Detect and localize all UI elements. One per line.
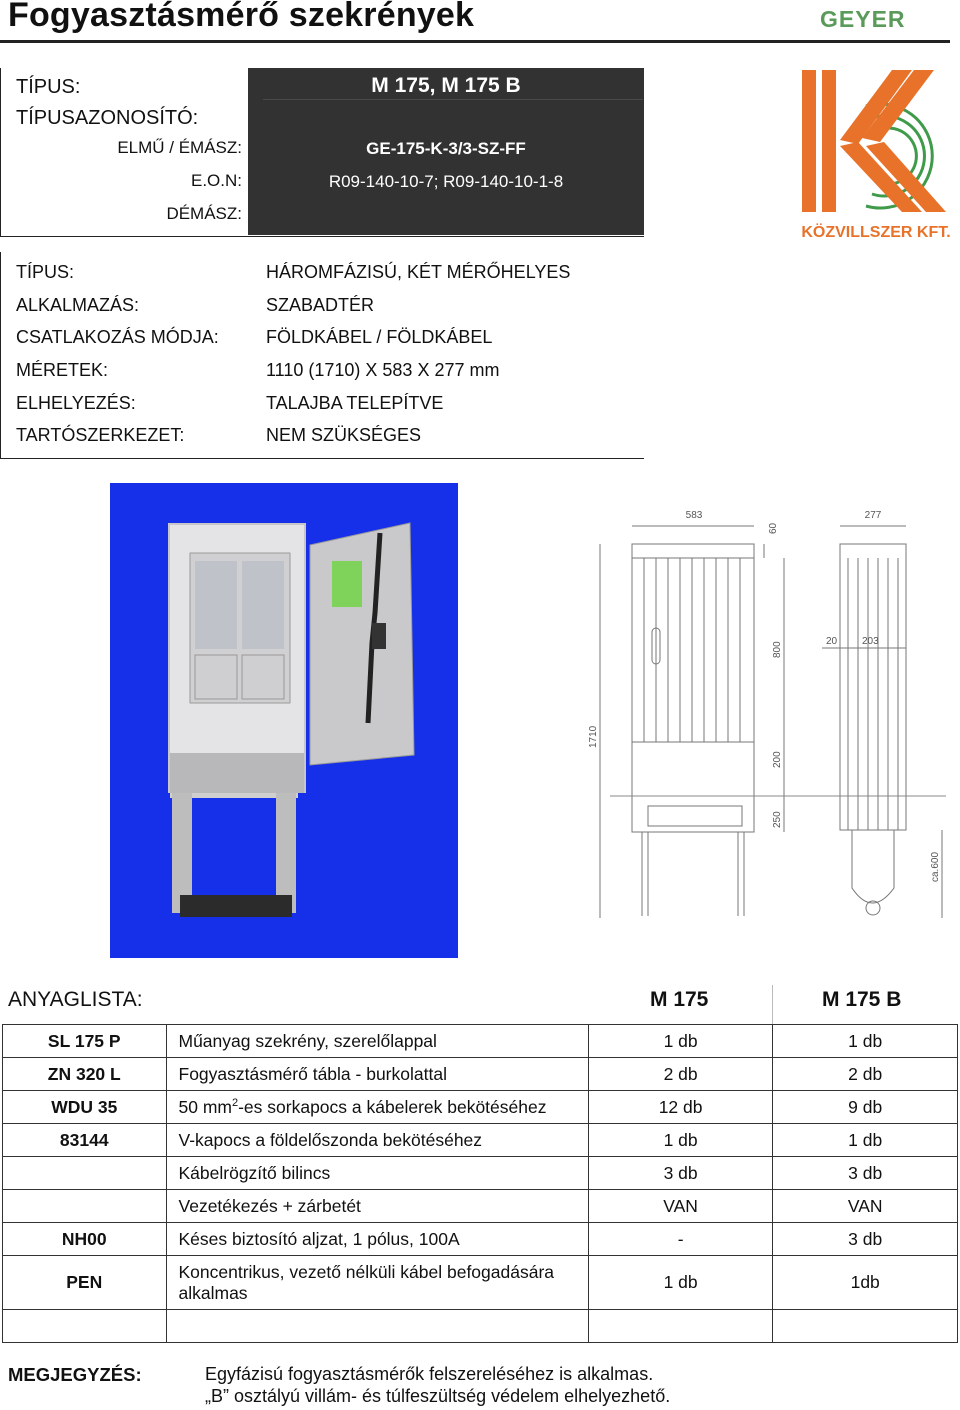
- material-desc: Késes biztosító aljzat, 1 pólus, 100A: [166, 1223, 588, 1256]
- empty-cell: [166, 1310, 588, 1343]
- qty-m175b: 3 db: [773, 1157, 958, 1190]
- table-row: [3, 1058, 958, 1091]
- materials-title: ANYAGLISTA:: [8, 988, 143, 1011]
- table-row: [3, 1157, 958, 1190]
- spec-value: FÖLDKÁBEL / FÖLDKÁBEL: [266, 327, 493, 347]
- material-code: WDU 35: [3, 1091, 167, 1124]
- material-code: [3, 1190, 167, 1223]
- spec-row: [1, 256, 644, 289]
- identification-divider: [263, 99, 643, 100]
- materials-table: [2, 1024, 958, 1343]
- material-code: 83144: [3, 1124, 167, 1157]
- cabinet-photo: [110, 483, 458, 958]
- desc-pre: 50 mm: [178, 1096, 232, 1117]
- qty-m175: 1 db: [588, 1124, 773, 1157]
- dim-277: 277: [864, 510, 882, 521]
- materials-col-m175b: M 175 B: [822, 988, 902, 1011]
- empty-cell: [773, 1310, 958, 1343]
- dim-800: 800: [772, 641, 783, 658]
- page-title: Fogyasztásmérő szekrények: [8, 0, 475, 34]
- title-rule: [0, 40, 950, 43]
- dim-200: 200: [772, 751, 783, 768]
- material-desc: V-kapocs a földelőszonda bekötéséhez: [166, 1124, 588, 1157]
- spec-value: 1110 (1710) X 583 X 277 mm: [266, 360, 500, 380]
- spec-label: TARTÓSZERKEZET:: [16, 425, 185, 445]
- note-line-2: „B” osztályú villám- és túlfeszültség védelem elhelyezhető.: [205, 1386, 671, 1406]
- table-row: [3, 1190, 958, 1223]
- elmu-emasz-label: ELMŰ / ÉMÁSZ:: [117, 138, 242, 157]
- material-code: NH00: [3, 1223, 167, 1256]
- spec-label: ALKALMAZÁS:: [16, 295, 140, 315]
- spec-row: [1, 289, 644, 322]
- eon-label: E.O.N:: [190, 171, 242, 190]
- spec-row: [1, 321, 644, 354]
- empty-cell: [3, 1310, 167, 1343]
- spec-label: CSATLAKOZÁS MÓDJA:: [16, 327, 219, 347]
- desc-post: -es sorkapocs a kábelerek bekötéséhez: [238, 1096, 547, 1117]
- spec-label: ELHELYEZÉS:: [16, 393, 136, 413]
- tipusazonosito-label: TÍPUSAZONOSÍTÓ:: [16, 107, 199, 129]
- spec-value: NEM SZÜKSÉGES: [266, 425, 422, 445]
- material-code: [3, 1157, 167, 1190]
- dim-250: 250: [772, 811, 783, 828]
- material-desc: Vezetékezés + zárbetét: [166, 1190, 588, 1223]
- qty-m175: 1 db: [588, 1256, 773, 1310]
- identification-values-panel: [248, 68, 644, 235]
- qty-m175: -: [588, 1223, 773, 1256]
- kozvillszer-logo: [796, 66, 956, 242]
- logo-text: KÖZVILLSZER KFT.: [801, 224, 951, 241]
- dim-583: 583: [685, 510, 703, 521]
- qty-m175: VAN: [588, 1190, 773, 1223]
- qty-m175b: VAN: [773, 1190, 958, 1223]
- desc-line-2: alkalmas: [178, 1282, 248, 1303]
- qty-m175: 2 db: [588, 1058, 773, 1091]
- dim-20: 20: [826, 636, 838, 647]
- material-code: SL 175 P: [3, 1025, 167, 1058]
- spec-label: MÉRETEK:: [16, 360, 109, 380]
- spec-row: [1, 419, 644, 452]
- dim-1710: 1710: [588, 725, 599, 748]
- qty-m175b: 1 db: [773, 1025, 958, 1058]
- dim-60: 60: [768, 522, 779, 534]
- spec-label: TÍPUS:: [16, 262, 75, 282]
- material-desc: Műanyag szekrény, szerelőlappal: [166, 1025, 588, 1058]
- qty-m175b: 1db: [773, 1256, 958, 1310]
- table-row: [3, 1256, 958, 1310]
- dim-203: 203: [862, 636, 879, 647]
- empty-cell: [588, 1310, 773, 1343]
- spec-value: TALAJBA TELEPÍTVE: [266, 393, 444, 413]
- qty-m175: 3 db: [588, 1157, 773, 1190]
- note-line-1: Egyfázisú fogyasztásmérők felszereléséhez is alkalmas.: [205, 1364, 654, 1384]
- spec-value: HÁROMFÁZISÚ, KÉT MÉRŐHELYES: [266, 262, 571, 282]
- material-desc: [166, 1256, 588, 1310]
- spec-row: [1, 387, 644, 420]
- material-code: ZN 320 L: [3, 1058, 167, 1091]
- material-code: PEN: [3, 1256, 167, 1310]
- geyer-logo: GEYER: [820, 6, 906, 32]
- table-row: [3, 1124, 958, 1157]
- demasz-label: DÉMÁSZ:: [166, 204, 242, 223]
- spec-row: [1, 354, 644, 387]
- qty-m175: 1 db: [588, 1025, 773, 1058]
- spec-value: SZABADTÉR: [266, 295, 375, 315]
- desc-sup: 2: [231, 1096, 239, 1109]
- note-label: MEGJEGYZÉS:: [8, 1364, 142, 1385]
- eon-value: R09-140-10-7; R09-140-10-1-8: [328, 172, 564, 191]
- table-row: [3, 1025, 958, 1058]
- identification-block: [0, 68, 644, 237]
- tipus-value: M 175, M 175 B: [371, 74, 521, 97]
- qty-m175b: 1 db: [773, 1124, 958, 1157]
- table-row-empty: [3, 1310, 958, 1343]
- spec-block: [0, 252, 644, 459]
- materials-col-m175: M 175: [650, 988, 709, 1011]
- table-row: [3, 1091, 958, 1124]
- material-desc: Kábelrögzítő bilincs: [166, 1157, 588, 1190]
- tipus-label: TÍPUS:: [16, 76, 81, 98]
- qty-m175b: 2 db: [773, 1058, 958, 1091]
- material-desc: [166, 1091, 588, 1124]
- qty-m175b: 3 db: [773, 1223, 958, 1256]
- technical-drawing: [586, 498, 956, 946]
- elmu-value: GE-175-K-3/3-SZ-FF: [366, 139, 526, 158]
- material-desc: Fogyasztásmérő tábla - burkolattal: [166, 1058, 588, 1091]
- desc-line-1: Koncentrikus, vezető nélküli kábel befogadására: [178, 1261, 555, 1282]
- table-row: [3, 1223, 958, 1256]
- qty-m175b: 9 db: [773, 1091, 958, 1124]
- header-separator: [772, 985, 773, 1025]
- dim-ca600: ca.600: [930, 851, 941, 882]
- qty-m175: 12 db: [588, 1091, 773, 1124]
